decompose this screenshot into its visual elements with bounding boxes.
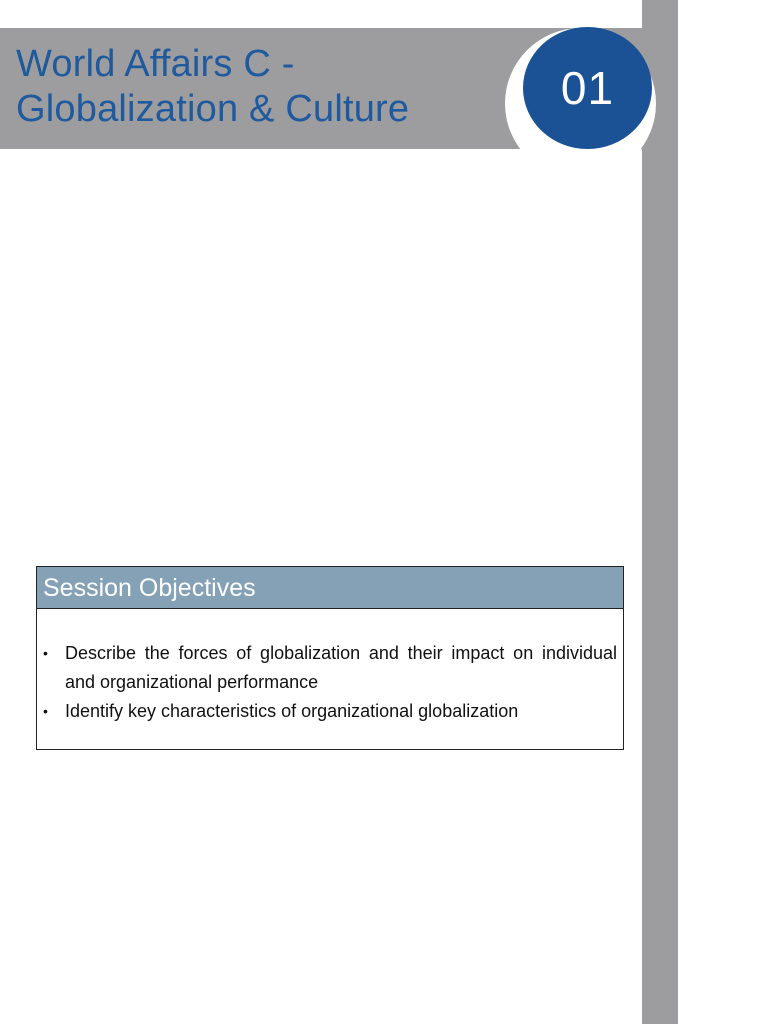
bullet-icon: • [43, 703, 48, 719]
title-line-1: World Affairs C - [16, 43, 295, 85]
page-title [16, 42, 516, 132]
objective-item [43, 697, 617, 726]
module-number-badge: 01 [523, 27, 652, 149]
objectives-list [37, 609, 623, 726]
objective-text: Identify key characteristics of organizational globalization [65, 701, 519, 721]
session-objectives-heading: Session Objectives [37, 567, 623, 609]
right-side-bar [642, 0, 678, 1024]
bullet-icon: • [43, 645, 48, 661]
objective-item [43, 639, 617, 697]
session-objectives-box [36, 566, 624, 750]
objective-text: Describe the forces of globalization and their impact on individual and organizational performance [65, 643, 617, 692]
title-line-2: Globalization & Culture [16, 88, 410, 130]
